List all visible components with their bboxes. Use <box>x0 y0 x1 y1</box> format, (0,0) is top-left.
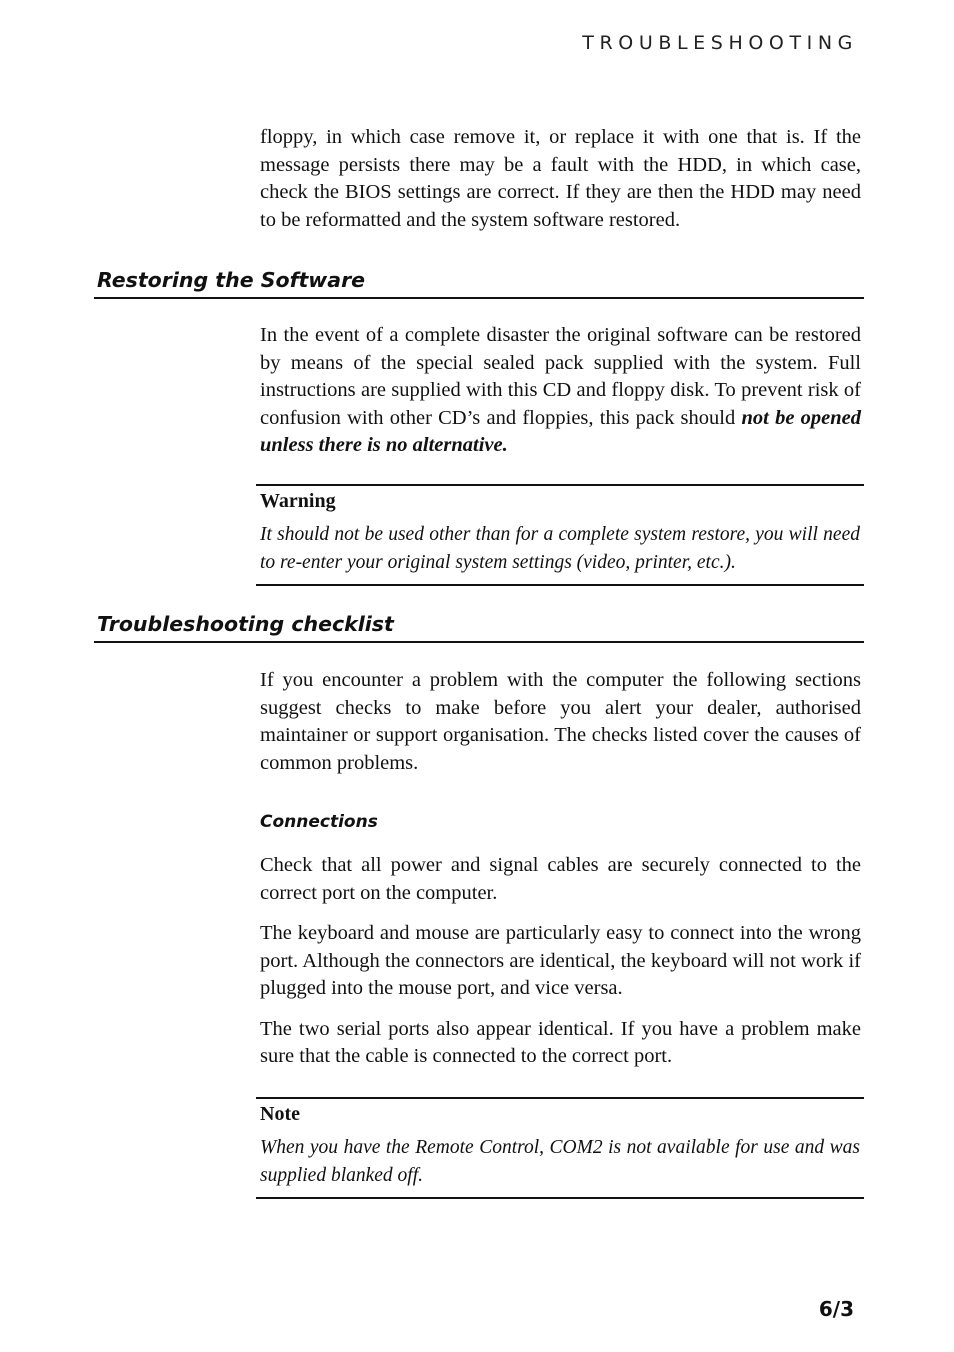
connections-paragraph: The two serial ports also appear identical. If you have a problem make sure that the cable is connected to the correct port. <box>260 1017 861 1067</box>
checklist-body <box>260 667 861 777</box>
connections-paragraph: The keyboard and mouse are particularly easy to connect into the wrong port. Although the connectors are identical, the keyboard will not work if plugged into the mouse port, and vice versa. <box>260 922 861 999</box>
intro-section <box>260 124 861 234</box>
warning-title: Warning <box>260 490 336 512</box>
subheading-connections: Connections <box>260 812 378 832</box>
running-header: TROUBLESHOOTING <box>582 32 858 54</box>
warning-callout <box>256 484 864 586</box>
restoring-paragraph-emphasis: not be opened unless there is no alternative. <box>260 406 862 456</box>
checklist-paragraph: If you encounter a problem with the computer the following sections suggest checks to make before you alert your dealer, authorised maintainer or support organisation. The checks listed cover the causes of common problems. <box>260 669 861 774</box>
note-callout <box>256 1097 864 1199</box>
connections-body <box>260 852 861 1071</box>
section-heading-restoring: Restoring the Software <box>94 268 864 299</box>
section-heading-checklist: Troubleshooting checklist <box>94 612 864 643</box>
note-title: Note <box>260 1103 300 1125</box>
page-number: 6/3 <box>818 1297 854 1321</box>
restoring-paragraph-lead: In the event of a complete disaster the original software can be restored by means of the special sealed pack supplied with the system. Full instructions are supplied with this CD and floppy disk. To prevent risk of confusion with other CD’s and floppies, this pack should <box>260 324 861 429</box>
warning-text: It should not be used other than for a complete system restore, you will need to re-enter your original system settings (video, printer, etc.). <box>260 524 860 573</box>
restoring-body <box>260 322 861 460</box>
note-text: When you have the Remote Control, COM2 is not available for use and was supplied blanked off. <box>260 1137 860 1186</box>
restoring-paragraph <box>260 322 861 460</box>
connections-paragraph: Check that all power and signal cables are securely connected to the correct port on the computer. <box>260 854 861 904</box>
intro-paragraph: floppy, in which case remove it, or replace it with one that is. If the message persists there may be a fault with the HDD, in which case, check the BIOS settings are correct. If they are then the HDD may need to be reformatted and the system software restored. <box>260 126 861 231</box>
